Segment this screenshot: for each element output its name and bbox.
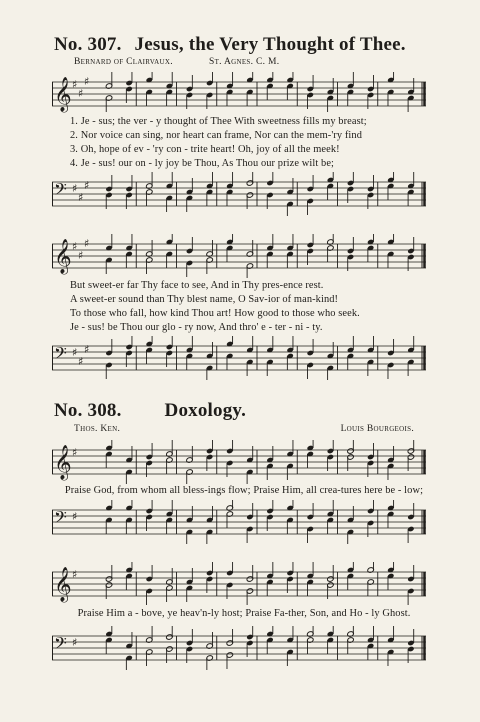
composer-credit: Louis Bourgeois. <box>340 424 414 434</box>
bass-clef-icon: 𝄢 <box>54 343 67 367</box>
hymn-308-heading <box>54 400 434 422</box>
sharp-icon: ♯ <box>84 343 90 356</box>
treble-clef-icon: 𝄞 <box>54 567 72 602</box>
music-staff-svg <box>52 336 426 380</box>
music-staff-svg <box>52 440 426 484</box>
bass-clef-icon: 𝄢 <box>54 507 67 531</box>
sharp-icon: ♯ <box>84 237 90 250</box>
tune-credit: St. Agnes. C. M. <box>209 57 280 67</box>
author-credit: Bernard of Clairvaux. <box>74 57 173 67</box>
treble-staff <box>52 234 426 278</box>
hymn-title: Jesus, the Very Thought of Thee. <box>134 34 406 55</box>
bass-clef-icon: 𝄢 <box>54 179 67 203</box>
doxology-lyric: Praise God, from whom all bless-ings flow; Praise Him, all crea-tures here be - low; <box>64 485 424 496</box>
doxology-lyric: Praise Him a - bove, ye heav'n-ly host; Praise Fa-ther, Son, and Ho - ly Ghost. <box>77 608 411 619</box>
bass-staff <box>52 172 426 216</box>
treble-staff <box>52 440 426 484</box>
sharp-icon: ♯ <box>78 249 84 262</box>
author-credit: Thos. Ken. <box>74 424 121 434</box>
sharp-icon: ♯ <box>84 75 90 88</box>
music-staff-svg <box>52 234 426 278</box>
hymn-307-credits <box>74 57 414 71</box>
verse-line: 4. Je - sus! our on - ly joy be Thou, As Thou our prize wilt be; <box>70 158 335 169</box>
sharp-icon: ♯ <box>72 182 78 195</box>
music-staff-svg <box>52 500 426 544</box>
sharp-icon: ♯ <box>72 78 78 91</box>
hymn-title: Doxology. <box>164 400 247 421</box>
verse-line: Je - sus! be Thou our glo - ry now, And thro' e - ter - ni - ty. <box>70 322 323 333</box>
hymn-number: No. 307. <box>54 34 122 55</box>
verse-line: To those who fall, how kind Thou art! How good to those who seek. <box>70 308 360 319</box>
treble-staff <box>52 562 426 606</box>
sharp-icon: ♯ <box>72 240 78 253</box>
sharp-icon: ♯ <box>72 568 78 581</box>
verse-line: A sweet-er sound than Thy blest name, O Sav-ior of man-kind! <box>70 294 339 305</box>
hymn-307-heading <box>54 34 434 56</box>
sharp-icon: ♯ <box>72 510 78 523</box>
music-staff-svg <box>52 72 426 116</box>
treble-clef-icon: 𝄞 <box>54 445 72 480</box>
treble-staff <box>52 72 426 116</box>
verse-line: 2. Nor voice can sing, nor heart can frame, Nor can the mem-'ry find <box>70 130 362 141</box>
bass-staff <box>52 336 426 380</box>
sharp-icon: ♯ <box>78 87 84 100</box>
sharp-icon: ♯ <box>78 355 84 368</box>
verse-line: 1. Je - sus; the ver - y thought of Thee With sweetness fills my breast; <box>70 116 367 127</box>
sharp-icon: ♯ <box>84 179 90 192</box>
sharp-icon: ♯ <box>72 446 78 459</box>
bass-staff <box>52 626 426 670</box>
verse-line: 3. Oh, hope of ev - 'ry con - trite heart! Oh, joy of all the meek! <box>70 144 340 155</box>
verse-line: But sweet-er far Thy face to see, And in Thy pres-ence rest. <box>70 280 324 291</box>
treble-clef-icon: 𝄞 <box>54 77 72 112</box>
music-staff-svg <box>52 172 426 216</box>
hymn-number: No. 308. <box>54 400 122 421</box>
hymn-308-credits <box>74 424 414 438</box>
bass-clef-icon: 𝄢 <box>54 633 67 657</box>
sharp-icon: ♯ <box>72 346 78 359</box>
music-staff-svg <box>52 626 426 670</box>
bass-staff <box>52 500 426 544</box>
music-staff-svg <box>52 562 426 606</box>
sharp-icon: ♯ <box>78 191 84 204</box>
sharp-icon: ♯ <box>72 636 78 649</box>
treble-clef-icon: 𝄞 <box>54 239 72 274</box>
